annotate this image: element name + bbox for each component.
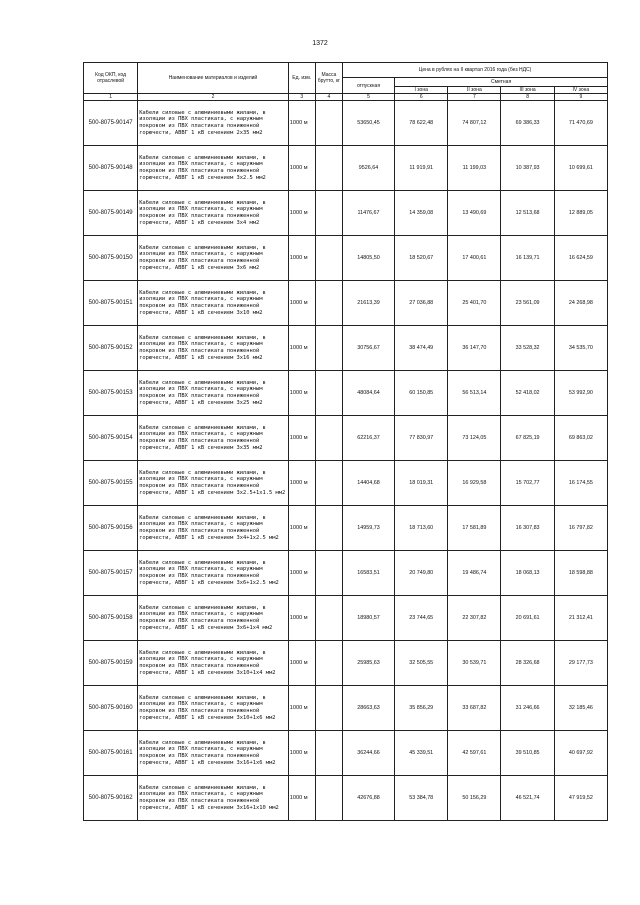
price-zone-1: 53 384,78 (395, 776, 448, 821)
price-wholesale: 48084,64 (342, 371, 394, 416)
table-row (84, 281, 608, 326)
price-zone-4: 53 992,90 (554, 371, 607, 416)
item-unit: 1000 м (288, 731, 315, 776)
price-zone-2: 25 401,70 (448, 281, 501, 326)
price-zone-1: 32 505,55 (395, 641, 448, 686)
price-zone-3: 20 691,61 (501, 596, 554, 641)
item-mass (315, 596, 342, 641)
column-number: 4 (315, 94, 342, 101)
price-zone-4: 21 312,41 (554, 596, 607, 641)
price-zone-4: 34 535,70 (554, 326, 607, 371)
column-number-row (84, 94, 608, 101)
price-wholesale: 9526,64 (342, 146, 394, 191)
item-unit: 1000 м (288, 551, 315, 596)
price-zone-1: 18 019,31 (395, 461, 448, 506)
item-mass (315, 731, 342, 776)
table-row (84, 236, 608, 281)
price-zone-3: 31 246,66 (501, 686, 554, 731)
table-row (84, 776, 608, 821)
table-row (84, 641, 608, 686)
item-name: Кабели силовые с алюминиевыми жилами, в изоляции из ПВХ пластиката, с наружным покровом из ПВХ пластиката пониженной горючести, АВВГ 1 кВ сечением 2х35 мм2 (138, 101, 289, 146)
item-name: Кабели силовые с алюминиевыми жилами, в изоляции из ПВХ пластиката, с наружным покровом из ПВХ пластиката пониженной горючести, АВВГ 1 кВ сечением 3х4 мм2 (138, 191, 289, 236)
column-number: 1 (84, 94, 138, 101)
price-zone-3: 18 068,13 (501, 551, 554, 596)
column-number: 9 (554, 94, 607, 101)
item-code: 500-8075-90158 (84, 596, 138, 641)
item-code: 500-8075-90152 (84, 326, 138, 371)
price-zone-4: 47 919,52 (554, 776, 607, 821)
price-zone-2: 17 581,89 (448, 506, 501, 551)
header-price-group: Цена в рублях на II квартал 2016 года (без НДС) (342, 63, 607, 78)
header-wholesale: отпускная (342, 78, 394, 94)
price-zone-4: 29 177,73 (554, 641, 607, 686)
item-name: Кабели силовые с алюминиевыми жилами, в изоляции из ПВХ пластиката, с наружным покровом из ПВХ пластиката пониженной горючести, АВВГ 1 кВ сечением 3х2.5 мм2 (138, 146, 289, 191)
price-zone-3: 28 326,68 (501, 641, 554, 686)
item-mass (315, 236, 342, 281)
item-name: Кабели силовые с алюминиевыми жилами, в изоляции из ПВХ пластиката, с наружным покровом из ПВХ пластиката пониженной горючести, АВВГ 1 кВ сечением 3х10+1х4 мм2 (138, 641, 289, 686)
column-number: 3 (288, 94, 315, 101)
price-zone-2: 50 156,29 (448, 776, 501, 821)
price-zone-1: 78 622,48 (395, 101, 448, 146)
item-unit: 1000 м (288, 101, 315, 146)
price-zone-4: 18 598,88 (554, 551, 607, 596)
price-zone-1: 60 150,85 (395, 371, 448, 416)
item-name: Кабели силовые с алюминиевыми жилами, в изоляции из ПВХ пластиката, с наружным покровом из ПВХ пластиката пониженной горючести, АВВГ 1 кВ сечением 3х25 мм2 (138, 371, 289, 416)
item-name: Кабели силовые с алюминиевыми жилами, в изоляции из ПВХ пластиката, с наружным покровом из ПВХ пластиката пониженной горючести, АВВГ 1 кВ сечением 3х16+1х10 мм2 (138, 776, 289, 821)
item-name: Кабели силовые с алюминиевыми жилами, в изоляции из ПВХ пластиката, с наружным покровом из ПВХ пластиката пониженной горючести, АВВГ 1 кВ сечением 3х10 мм2 (138, 281, 289, 326)
item-code: 500-8075-90161 (84, 731, 138, 776)
table-row (84, 371, 608, 416)
price-wholesale: 18980,57 (342, 596, 394, 641)
header-zone-1: I зона (395, 87, 448, 94)
header-code: Код ОКП, код отраслевой (84, 63, 138, 94)
item-unit: 1000 м (288, 191, 315, 236)
price-zone-4: 40 697,92 (554, 731, 607, 776)
price-zone-4: 16 624,59 (554, 236, 607, 281)
price-zone-1: 35 856,29 (395, 686, 448, 731)
page-number: 1372 (312, 40, 328, 47)
header-estimate: Сметная (395, 78, 608, 87)
price-zone-2: 22 307,82 (448, 596, 501, 641)
table-row (84, 146, 608, 191)
price-table (83, 62, 608, 821)
item-mass (315, 146, 342, 191)
item-unit: 1000 м (288, 641, 315, 686)
table-row (84, 326, 608, 371)
price-wholesale: 16583,51 (342, 551, 394, 596)
header-zone-3: III зона (501, 87, 554, 94)
item-mass (315, 686, 342, 731)
price-zone-4: 10 699,61 (554, 146, 607, 191)
item-code: 500-8075-90153 (84, 371, 138, 416)
price-zone-4: 16 797,82 (554, 506, 607, 551)
item-name: Кабели силовые с алюминиевыми жилами, в изоляции из ПВХ пластиката, с наружным покровом из ПВХ пластиката пониженной горючести, АВВГ 1 кВ сечением 3х10+1х6 мм2 (138, 686, 289, 731)
item-code: 500-8075-90162 (84, 776, 138, 821)
price-zone-3: 46 521,74 (501, 776, 554, 821)
price-zone-4: 16 174,55 (554, 461, 607, 506)
table-row (84, 416, 608, 461)
table-row (84, 686, 608, 731)
price-zone-2: 33 687,82 (448, 686, 501, 731)
price-zone-4: 32 185,46 (554, 686, 607, 731)
item-unit: 1000 м (288, 776, 315, 821)
price-zone-1: 18 520,67 (395, 236, 448, 281)
table-row (84, 101, 608, 146)
price-zone-3: 16 307,83 (501, 506, 554, 551)
price-zone-3: 15 702,77 (501, 461, 554, 506)
price-zone-2: 73 124,05 (448, 416, 501, 461)
table-row (84, 191, 608, 236)
item-code: 500-8075-90148 (84, 146, 138, 191)
table-row (84, 596, 608, 641)
price-wholesale: 14805,50 (342, 236, 394, 281)
item-code: 500-8075-90149 (84, 191, 138, 236)
price-zone-2: 42 597,61 (448, 731, 501, 776)
table-row (84, 461, 608, 506)
price-zone-2: 56 513,14 (448, 371, 501, 416)
price-zone-2: 17 400,61 (448, 236, 501, 281)
price-zone-3: 10 387,93 (501, 146, 554, 191)
column-number: 8 (501, 94, 554, 101)
price-wholesale: 28663,63 (342, 686, 394, 731)
item-code: 500-8075-90160 (84, 686, 138, 731)
item-code: 500-8075-90156 (84, 506, 138, 551)
item-mass (315, 326, 342, 371)
price-zone-1: 27 036,88 (395, 281, 448, 326)
item-unit: 1000 м (288, 236, 315, 281)
item-code: 500-8075-90151 (84, 281, 138, 326)
price-zone-2: 13 490,69 (448, 191, 501, 236)
price-zone-3: 67 825,19 (501, 416, 554, 461)
item-unit: 1000 м (288, 416, 315, 461)
price-zone-2: 19 486,74 (448, 551, 501, 596)
price-zone-2: 30 539,71 (448, 641, 501, 686)
price-zone-1: 18 713,60 (395, 506, 448, 551)
item-name: Кабели силовые с алюминиевыми жилами, в изоляции из ПВХ пластиката, с наружным покровом из ПВХ пластиката пониженной горючести, АВВГ 1 кВ сечением 3х6+1х2.5 мм2 (138, 551, 289, 596)
item-mass (315, 371, 342, 416)
item-name: Кабели силовые с алюминиевыми жилами, в изоляции из ПВХ пластиката, с наружным покровом из ПВХ пластиката пониженной горючести, АВВГ 1 кВ сечением 3х16 мм2 (138, 326, 289, 371)
price-wholesale: 21613,39 (342, 281, 394, 326)
column-number: 6 (395, 94, 448, 101)
price-zone-2: 11 199,03 (448, 146, 501, 191)
item-unit: 1000 м (288, 461, 315, 506)
price-zone-4: 71 470,69 (554, 101, 607, 146)
price-zone-3: 52 418,02 (501, 371, 554, 416)
price-zone-1: 23 744,65 (395, 596, 448, 641)
item-unit: 1000 м (288, 371, 315, 416)
table-row (84, 731, 608, 776)
item-code: 500-8075-90157 (84, 551, 138, 596)
price-wholesale: 42676,88 (342, 776, 394, 821)
header-zone-2: II зона (448, 87, 501, 94)
price-zone-1: 77 830,97 (395, 416, 448, 461)
price-zone-3: 33 528,32 (501, 326, 554, 371)
price-zone-3: 69 386,33 (501, 101, 554, 146)
item-unit: 1000 м (288, 326, 315, 371)
item-mass (315, 506, 342, 551)
item-mass (315, 461, 342, 506)
table-row (84, 506, 608, 551)
price-zone-3: 12 513,68 (501, 191, 554, 236)
header-mass: Масса брутто, кг (315, 63, 342, 94)
item-unit: 1000 м (288, 596, 315, 641)
item-name: Кабели силовые с алюминиевыми жилами, в изоляции из ПВХ пластиката, с наружным покровом из ПВХ пластиката пониженной горючести, АВВГ 1 кВ сечением 3х16+1х6 мм2 (138, 731, 289, 776)
item-name: Кабели силовые с алюминиевыми жилами, в изоляции из ПВХ пластиката, с наружным покровом из ПВХ пластиката пониженной горючести, АВВГ 1 кВ сечением 3х2.5+1х1.5 мм2 (138, 461, 289, 506)
item-code: 500-8075-90147 (84, 101, 138, 146)
price-zone-2: 36 147,70 (448, 326, 501, 371)
header-unit: Ед. изм. (288, 63, 315, 94)
item-mass (315, 776, 342, 821)
table-row (84, 551, 608, 596)
item-unit: 1000 м (288, 506, 315, 551)
price-zone-2: 16 929,58 (448, 461, 501, 506)
item-unit: 1000 м (288, 281, 315, 326)
column-number: 7 (448, 94, 501, 101)
price-zone-3: 23 561,09 (501, 281, 554, 326)
price-zone-3: 39 510,85 (501, 731, 554, 776)
price-zone-2: 74 807,12 (448, 101, 501, 146)
item-name: Кабели силовые с алюминиевыми жилами, в изоляции из ПВХ пластиката, с наружным покровом из ПВХ пластиката пониженной горючести, АВВГ 1 кВ сечением 3х6+1х4 мм2 (138, 596, 289, 641)
price-wholesale: 11476,67 (342, 191, 394, 236)
price-zone-1: 38 474,49 (395, 326, 448, 371)
item-code: 500-8075-90154 (84, 416, 138, 461)
price-zone-3: 16 139,71 (501, 236, 554, 281)
item-mass (315, 191, 342, 236)
item-name: Кабели силовые с алюминиевыми жилами, в изоляции из ПВХ пластиката, с наружным покровом из ПВХ пластиката пониженной горючести, АВВГ 1 кВ сечением 3х35 мм2 (138, 416, 289, 461)
item-name: Кабели силовые с алюминиевыми жилами, в изоляции из ПВХ пластиката, с наружным покровом из ПВХ пластиката пониженной горючести, АВВГ 1 кВ сечением 3х4+1х2.5 мм2 (138, 506, 289, 551)
price-wholesale: 14959,73 (342, 506, 394, 551)
column-number: 5 (342, 94, 394, 101)
price-zone-1: 11 919,91 (395, 146, 448, 191)
item-mass (315, 551, 342, 596)
header-zone-4: IV зона (554, 87, 607, 94)
price-wholesale: 30756,67 (342, 326, 394, 371)
price-wholesale: 25985,63 (342, 641, 394, 686)
price-wholesale: 36244,66 (342, 731, 394, 776)
price-wholesale: 53650,45 (342, 101, 394, 146)
column-number: 2 (138, 94, 289, 101)
price-zone-1: 20 749,80 (395, 551, 448, 596)
item-code: 500-8075-90155 (84, 461, 138, 506)
item-code: 500-8075-90159 (84, 641, 138, 686)
table-header (84, 63, 608, 101)
price-zone-4: 12 889,05 (554, 191, 607, 236)
price-zone-1: 14 359,08 (395, 191, 448, 236)
header-name: Наименование материалов и изделий (138, 63, 289, 94)
item-name: Кабели силовые с алюминиевыми жилами, в изоляции из ПВХ пластиката, с наружным покровом из ПВХ пластиката пониженной горючести, АВВГ 1 кВ сечением 3х6 мм2 (138, 236, 289, 281)
item-mass (315, 641, 342, 686)
price-zone-4: 69 863,02 (554, 416, 607, 461)
price-zone-1: 45 339,51 (395, 731, 448, 776)
item-unit: 1000 м (288, 146, 315, 191)
item-mass (315, 416, 342, 461)
item-mass (315, 101, 342, 146)
item-mass (315, 281, 342, 326)
price-zone-4: 24 268,98 (554, 281, 607, 326)
price-wholesale: 62216,37 (342, 416, 394, 461)
item-unit: 1000 м (288, 686, 315, 731)
price-wholesale: 14404,68 (342, 461, 394, 506)
table-body (84, 101, 608, 821)
item-code: 500-8075-90150 (84, 236, 138, 281)
